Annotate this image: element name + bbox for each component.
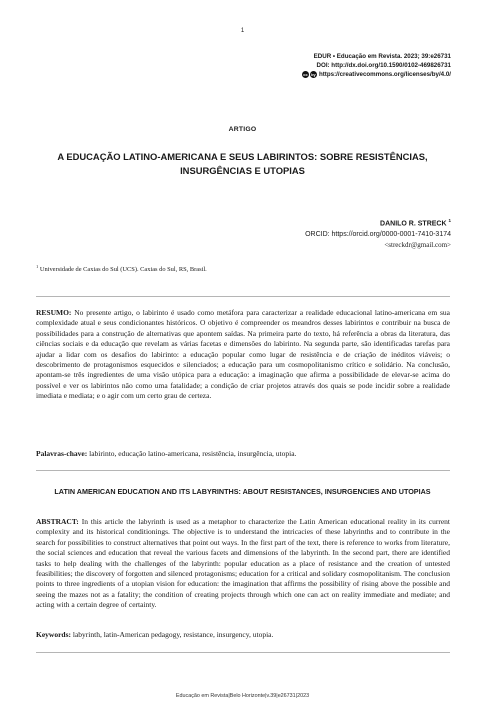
abstract-paragraph [36, 517, 450, 611]
palavras-chave-text: labirinto, educação latino-americana, resistência, insurgência, utopia. [89, 449, 297, 458]
cc-icon: cc [303, 72, 308, 77]
journal-doi[interactable]: DOI: http://dx.doi.org/10.1590/0102-469826731 [316, 62, 451, 69]
resumo-paragraph [36, 308, 450, 402]
resumo-label: RESUMO: [36, 308, 72, 317]
affiliation-footnote [36, 264, 446, 273]
abstract-label: ABSTRACT: [36, 517, 79, 526]
author-orcid[interactable]: ORCID: https://orcid.org/0000-0001-7410-3174 [305, 231, 451, 239]
keywords-paragraph [36, 630, 450, 640]
page-footer: Educação em Revista|Belo Horizonte|v.39|e26731|2023 [175, 693, 310, 699]
footnote-marker: 1 [36, 264, 39, 269]
author-footnote-marker: 1 [448, 218, 451, 223]
by-icon: by [311, 72, 316, 77]
author-email[interactable]: <streckdr@gmail.com> [384, 241, 451, 250]
journal-citation: EDUR • Educação em Revista. 2023; 39:e26731 [313, 53, 451, 60]
divider [36, 296, 450, 297]
license-link[interactable]: https://creativecommons.org/licenses/by/4.0/ [318, 71, 451, 78]
palavras-chave-label: Palavras-chave: [36, 449, 88, 458]
journal-info [302, 52, 451, 79]
section-label: ARTIGO [228, 126, 257, 133]
author-name: DANILO R. STRECK $^1$ [380, 218, 451, 228]
palavras-chave-paragraph [36, 449, 450, 459]
license-row [302, 70, 451, 79]
footnote-text: Universidade de Caxias do Sul (UCS). Caxias do Sul, RS, Brasil. [39, 266, 207, 274]
keywords-text: labyrinth, latin-American pedagogy, resistance, insurgency, utopia. [72, 630, 274, 639]
page-number: 1 [240, 28, 245, 34]
resumo-text: No presente artigo, o labirinto é usado como metáfora para caracterizar a realidade educacional latino-americana em sua complexidade atual e seus condicionantes históricos. O objetivo é compreender os meandros desses labirintos e contribuir na busca de possibilidades para a construção de alternativas que apontem saídas. Na primeira parte do texto, há referência a obras da literatura, das ciências sociais e da educação que revelam as várias facetas e dimensões do labirinto. Na segunda parte, são identificadas tarefas para ajudar a lidar com os desafios do labirinto: a educação popular como lugar de resistência e de criação de inéditos viáveis; o descobrimento de protagonismos esquecidos e silenciados; a educação para um cosmopolitanismo crítico e solidário. Na conclusão, apontam-se três ingredientes de uma visão utópica para a educação: a imaginação que afirma a possibilidade de elevar-se acima do possível e ver os labirintos não como uma fatalidade; a condição de criar projetos através dos quais se pode incidir sobre a realidade imediata e mediata; e o agir com um certo grau de certeza. [36, 308, 451, 401]
author-block [305, 215, 451, 251]
article-title: A EDUCAÇÃO LATINO-AMERICANA E SEUS LABIRINTOS: SOBRE RESISTÊNCIAS, INSURGÊNCIAS E UTOPIAS [57, 151, 428, 176]
abstract-text: In this article the labyrinth is used as a metaphor to characterize the Latin American educational reality in its current complexity and its historical conditionings. The objective is to understand the intricacies of these labyrinths and to contribute in the search for possibilities to construct alternatives that point out ways. In the first part of the text, there is reference to works from literature, the social sciences and education that reveal the various facets and dimensions of the labyrinth. In the second part, there are identified tasks to help dealing with the challenges of the labyrinth: popular education as a place of resistance and the creation of untested feasibilities; the discovery of forgotten and silenced protagonisms; education for a critical and solidary cosmopolitanism. The conclusion points to three ingredients of a utopian vision for education: the imagination that affirms the possibility of rising above the possible and seeing the mazes not as a fatality; the condition of creating projects through which one can act on reality immediate and mediate; and acting with a certain degree of certainty. [36, 517, 451, 610]
english-title: LATIN AMERICAN EDUCATION AND ITS LABYRINTHS: ABOUT RESISTANCES, INSURGENCIES AND UTOPIAS [54, 487, 431, 496]
keywords-label: Keywords: [36, 630, 71, 639]
divider [36, 652, 450, 653]
cc-by-license-icon [302, 71, 317, 78]
divider [36, 470, 450, 471]
